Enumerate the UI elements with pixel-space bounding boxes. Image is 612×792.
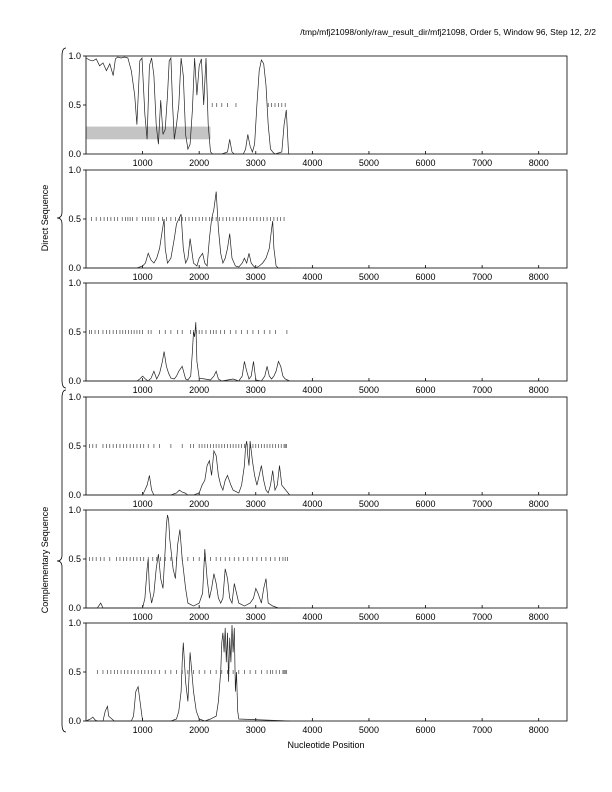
y-tick-label: 0.0 xyxy=(68,716,81,726)
panel-1 xyxy=(68,51,567,168)
x-tick-label: 5000 xyxy=(358,272,379,282)
panel-2 xyxy=(68,165,567,282)
group-brace xyxy=(57,390,66,732)
x-tick-label: 2000 xyxy=(189,612,210,622)
x-tick-label: 6000 xyxy=(415,272,436,282)
shaded-band xyxy=(86,127,210,140)
x-tick-label: 2000 xyxy=(189,158,210,168)
x-tick-label: 7000 xyxy=(472,158,493,168)
group-brace xyxy=(57,48,66,388)
y-tick-label: 1.0 xyxy=(68,278,81,288)
x-tick-label: 3000 xyxy=(245,272,266,282)
panel-frame xyxy=(86,397,567,495)
x-tick-label: 5000 xyxy=(358,158,379,168)
x-tick-label: 8000 xyxy=(528,158,549,168)
x-tick-label: 2000 xyxy=(189,499,210,509)
series-line xyxy=(86,57,290,154)
panel-frame xyxy=(86,623,567,721)
x-tick-label: 3000 xyxy=(245,385,266,395)
x-tick-label: 3000 xyxy=(245,499,266,509)
x-tick-label: 8000 xyxy=(528,499,549,509)
x-tick-label: 1000 xyxy=(132,158,153,168)
x-tick-label: 1000 xyxy=(132,612,153,622)
panel-3 xyxy=(68,278,567,395)
complementary-sequence-label: Complementary Sequence xyxy=(40,506,50,614)
x-tick-label: 7000 xyxy=(472,499,493,509)
x-tick-label: 4000 xyxy=(302,272,323,282)
y-tick-label: 0.0 xyxy=(68,603,81,613)
y-tick-label: 1.0 xyxy=(68,51,81,61)
panel-5 xyxy=(68,505,567,622)
x-tick-label: 5000 xyxy=(358,725,379,735)
series-line xyxy=(86,192,290,268)
x-tick-label: 7000 xyxy=(472,725,493,735)
y-tick-label: 1.0 xyxy=(68,165,81,175)
x-tick-label: 6000 xyxy=(415,385,436,395)
y-tick-label: 0.5 xyxy=(68,554,81,564)
x-tick-label: 2000 xyxy=(189,725,210,735)
panel-4 xyxy=(68,392,567,509)
x-tick-label: 4000 xyxy=(302,499,323,509)
chart-header: /tmp/mfj21098/only/raw_result_dir/mfj21098, Order 5, Window 96, Step 12, 2/2 xyxy=(300,27,596,37)
x-tick-label: 6000 xyxy=(415,499,436,509)
x-tick-label: 1000 xyxy=(132,499,153,509)
series-line xyxy=(86,515,290,608)
x-tick-label: 1000 xyxy=(132,272,153,282)
y-tick-label: 0.5 xyxy=(68,327,81,337)
x-tick-label: 6000 xyxy=(415,158,436,168)
x-tick-label: 7000 xyxy=(472,385,493,395)
x-tick-label: 2000 xyxy=(189,385,210,395)
panel-frame xyxy=(86,510,567,608)
y-tick-label: 0.0 xyxy=(68,490,81,500)
y-tick-label: 1.0 xyxy=(68,618,81,628)
direct-sequence-label: Direct Sequence xyxy=(40,184,50,252)
y-tick-label: 1.0 xyxy=(68,505,81,515)
x-tick-label: 7000 xyxy=(472,612,493,622)
y-tick-label: 0.5 xyxy=(68,441,81,451)
y-tick-label: 1.0 xyxy=(68,392,81,402)
x-tick-label: 4000 xyxy=(302,612,323,622)
x-tick-label: 6000 xyxy=(415,725,436,735)
x-tick-label: 7000 xyxy=(472,272,493,282)
x-axis-title: Nucleotide Position xyxy=(287,740,365,750)
y-tick-label: 0.0 xyxy=(68,263,81,273)
x-tick-label: 3000 xyxy=(245,158,266,168)
x-tick-label: 5000 xyxy=(358,612,379,622)
group-brackets xyxy=(57,48,66,732)
x-tick-label: 3000 xyxy=(245,612,266,622)
x-tick-label: 4000 xyxy=(302,158,323,168)
x-tick-label: 8000 xyxy=(528,272,549,282)
x-tick-label: 5000 xyxy=(358,385,379,395)
y-tick-label: 0.5 xyxy=(68,667,81,677)
x-tick-label: 8000 xyxy=(528,725,549,735)
x-tick-label: 3000 xyxy=(245,725,266,735)
x-tick-label: 2000 xyxy=(189,272,210,282)
x-tick-label: 5000 xyxy=(358,499,379,509)
panel-6 xyxy=(68,618,567,735)
y-tick-label: 0.5 xyxy=(68,100,81,110)
x-tick-label: 4000 xyxy=(302,385,323,395)
x-tick-label: 6000 xyxy=(415,612,436,622)
x-tick-label: 1000 xyxy=(132,725,153,735)
x-tick-label: 4000 xyxy=(302,725,323,735)
series-line xyxy=(86,441,290,495)
y-tick-label: 0.0 xyxy=(68,376,81,386)
x-tick-label: 8000 xyxy=(528,385,549,395)
y-tick-label: 0.5 xyxy=(68,214,81,224)
y-tick-label: 0.0 xyxy=(68,149,81,159)
x-tick-label: 1000 xyxy=(132,385,153,395)
panel-frame xyxy=(86,283,567,381)
panels-layer xyxy=(68,51,567,735)
x-tick-label: 8000 xyxy=(528,612,549,622)
